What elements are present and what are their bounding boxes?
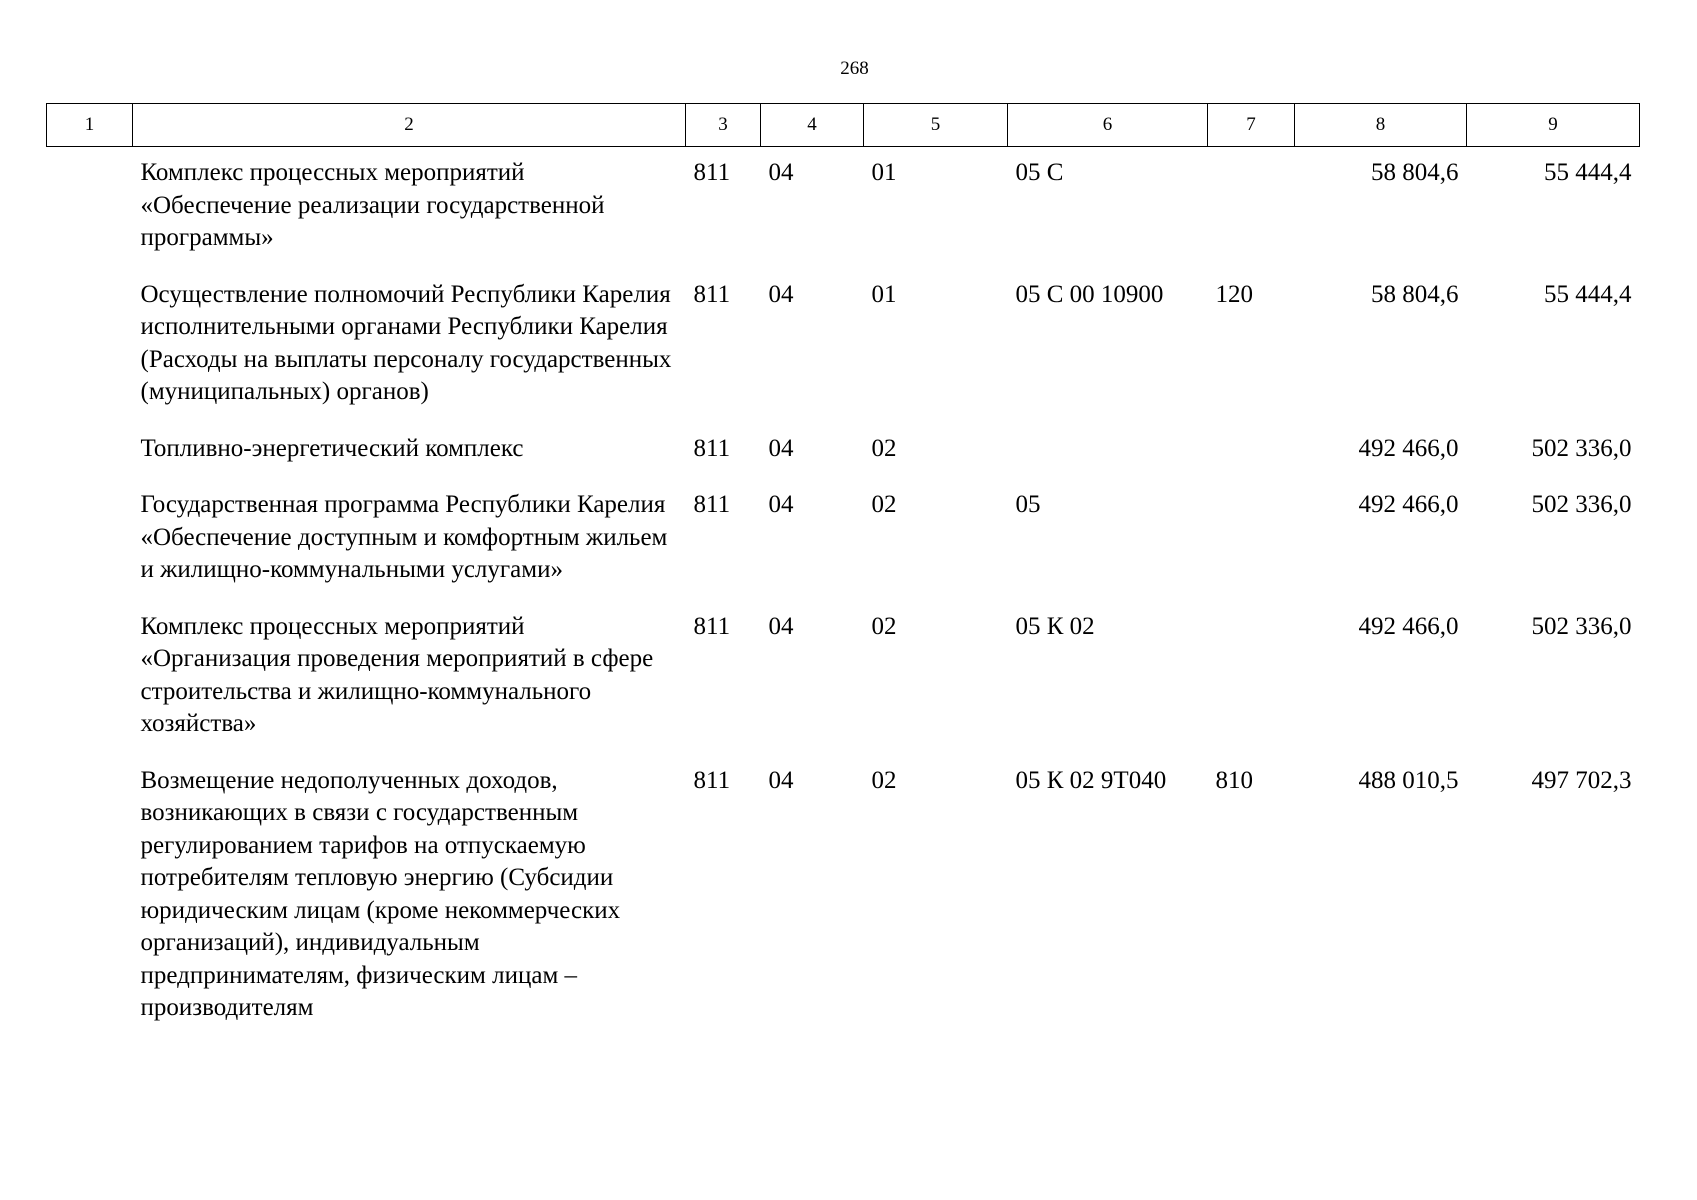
row-amount-9: 55 444,4 <box>1544 159 1632 186</box>
row-code-4: 04 <box>768 434 794 462</box>
row-code-3: 811 <box>693 766 731 794</box>
row-amount-8: 492 466,0 <box>1358 612 1459 640</box>
table-row <box>47 601 1640 755</box>
header-row <box>47 104 1640 147</box>
row-col1 <box>47 479 133 601</box>
row-code-4: 04 <box>768 766 794 794</box>
row-amount-9: 502 336,0 <box>1531 612 1632 640</box>
column-header-9: 9 <box>1467 104 1640 147</box>
column-header-4: 4 <box>761 104 864 147</box>
row-amount-8: 58 804,6 <box>1371 159 1459 186</box>
row-code-7 <box>1208 601 1295 755</box>
row-amount-8: 58 804,6 <box>1371 280 1459 308</box>
column-header-5: 5 <box>864 104 1008 147</box>
row-code-6: 05 С <box>1015 159 1064 186</box>
row-name: Осуществление полномочий Республики Карелия исполнительными органами Республики Карелия (Расходы на выплаты персоналу государственных (муниципальных) органов) <box>140 280 672 405</box>
column-header-2: 2 <box>133 104 686 147</box>
row-col1 <box>47 147 133 269</box>
row-code-6: 05 К 02 <box>1015 612 1095 640</box>
row-col1 <box>47 269 133 423</box>
table-body <box>47 147 1640 1039</box>
row-amount-8: 492 466,0 <box>1358 434 1459 462</box>
row-name: Топливно-энергетический комплекс <box>140 434 524 462</box>
row-amount-8: 488 010,5 <box>1358 766 1459 794</box>
row-code-3: 811 <box>693 280 731 308</box>
row-code-6: 05 С 00 10900 <box>1015 280 1164 308</box>
row-code-6: 05 <box>1015 491 1041 518</box>
table-row <box>47 269 1640 423</box>
row-code-3: 811 <box>693 434 731 462</box>
row-amount-9: 497 702,3 <box>1531 766 1632 794</box>
table-row <box>47 423 1640 480</box>
row-code-5: 01 <box>871 280 897 308</box>
row-name: Комплекс процессных мероприятий «Обеспечение реализации государственной программы» <box>140 159 605 251</box>
column-header-1: 1 <box>47 104 133 147</box>
row-name: Возмещение недополученных доходов, возникающих в связи с государственным регулированием тарифов на отпускаемую потребителям тепловую энергию (Субсидии юридическим лицам (кроме некоммерческих организаций), индивидуальным предпринимателям, физическим лицам – производителям <box>140 766 621 1021</box>
row-code-6: 05 К 02 9Т040 <box>1015 766 1167 794</box>
budget-table <box>46 103 1640 1039</box>
table-row <box>47 479 1640 601</box>
column-header-8: 8 <box>1295 104 1467 147</box>
row-code-7 <box>1208 147 1295 269</box>
table-row <box>47 147 1640 269</box>
row-amount-9: 55 444,4 <box>1544 280 1632 308</box>
row-code-4: 04 <box>768 491 794 518</box>
row-amount-8: 492 466,0 <box>1358 491 1459 518</box>
row-col1 <box>47 423 133 480</box>
row-code-7: 120 <box>1215 280 1253 308</box>
row-amount-9: 502 336,0 <box>1531 434 1632 462</box>
row-code-7 <box>1208 479 1295 601</box>
row-code-4: 04 <box>768 159 794 186</box>
row-col1 <box>47 755 133 1039</box>
column-header-7: 7 <box>1208 104 1295 147</box>
row-amount-9: 502 336,0 <box>1531 491 1632 518</box>
row-name: Государственная программа Республики Карелия «Обеспечение доступным и комфортным жильем и жилищно-коммунальными услугами» <box>140 491 668 583</box>
row-code-7: 810 <box>1215 766 1253 794</box>
row-col1 <box>47 601 133 755</box>
row-code-4: 04 <box>768 280 794 308</box>
page-number: 268 <box>840 58 869 79</box>
row-code-5: 02 <box>871 612 897 640</box>
column-header-3: 3 <box>686 104 761 147</box>
row-code-3: 811 <box>693 159 731 186</box>
row-code-5: 02 <box>871 491 897 518</box>
row-name: Комплекс процессных мероприятий «Организация проведения мероприятий в сфере строительства и жилищно-коммунального хозяйства» <box>140 612 654 737</box>
row-code-5: 01 <box>871 159 897 186</box>
table-header <box>47 104 1640 147</box>
row-code-3: 811 <box>693 612 731 640</box>
row-code-5: 02 <box>871 766 897 794</box>
row-code-7 <box>1208 423 1295 480</box>
row-code-6 <box>1008 423 1208 480</box>
row-code-5: 02 <box>871 434 897 462</box>
table-row <box>47 755 1640 1039</box>
column-header-6: 6 <box>1008 104 1208 147</box>
row-code-4: 04 <box>768 612 794 640</box>
row-code-3: 811 <box>693 491 731 518</box>
